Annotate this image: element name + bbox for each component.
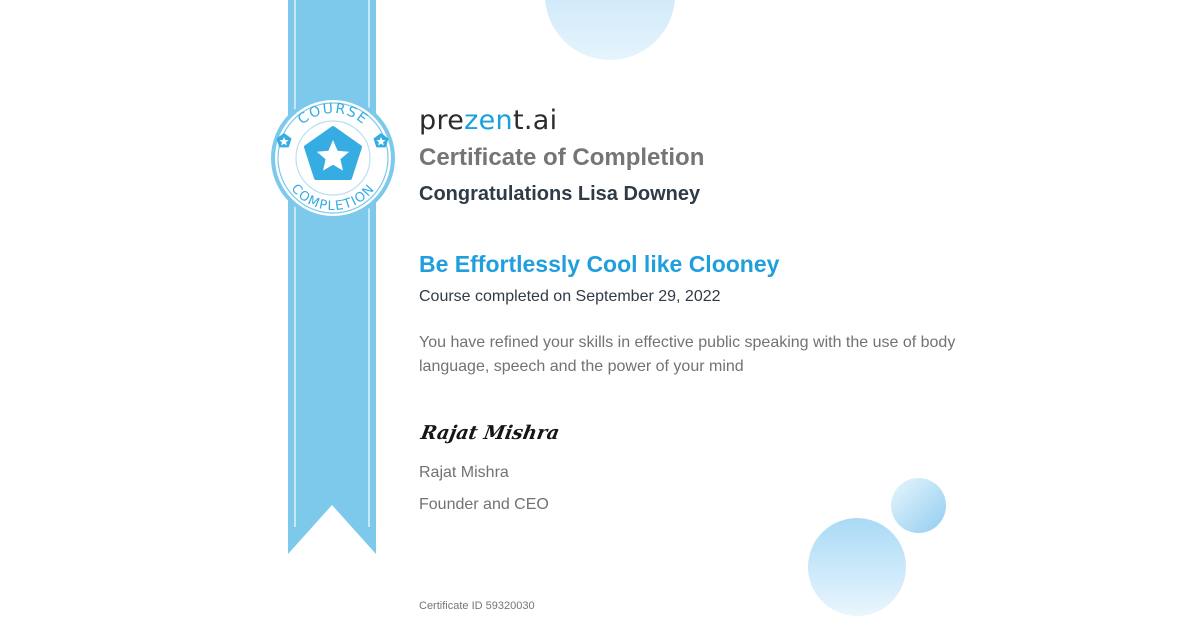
signature: Rajat Mishra [419, 422, 562, 444]
course-description: You have refined your skills in effective public speaking with the use of body language, speech and the power of your mind [419, 334, 956, 375]
course-completion-badge [265, 95, 401, 221]
signer-name: Rajat Mishra [419, 464, 509, 481]
completion-date: Course completed on September 29, 2022 [419, 288, 721, 305]
certificate-id: Certificate ID 59320030 [419, 600, 535, 612]
svg-text:COURSE: COURSE [295, 100, 372, 129]
prezent-logo: prezent.ai [419, 105, 558, 136]
ribbon [288, 0, 378, 556]
certificate-title: Certificate of Completion [419, 144, 705, 171]
decorative-bubble-large [808, 518, 906, 616]
congratulations-heading: Congratulations Lisa Downey [419, 183, 701, 205]
decorative-bubble-top [545, 0, 675, 60]
course-name: Be Effortlessly Cool like Clooney [419, 251, 780, 277]
svg-text:COMPLETION: COMPLETION [287, 181, 379, 215]
decorative-bubble-small [891, 478, 946, 533]
signer-title: Founder and CEO [419, 496, 549, 513]
